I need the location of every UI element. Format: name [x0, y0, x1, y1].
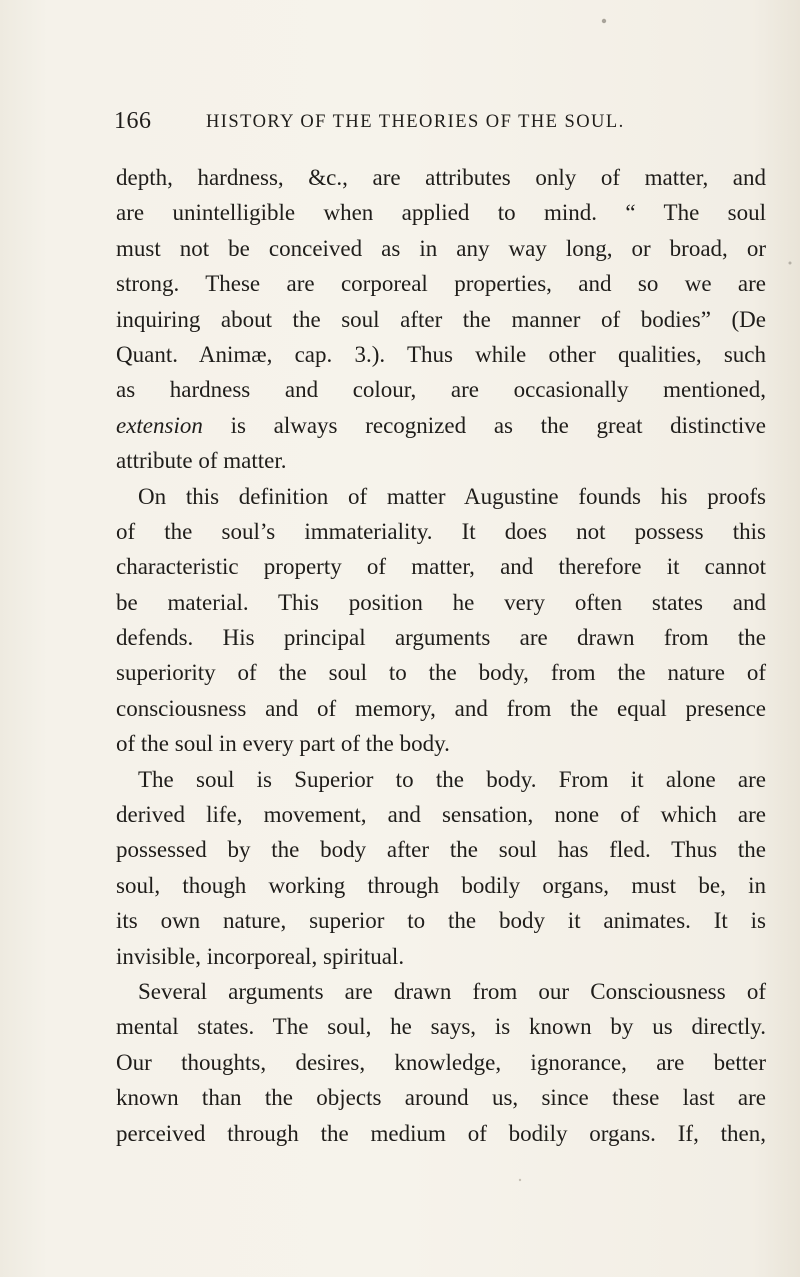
paragraph-first-line: The soul is Superior to the body. From it alone are [138, 766, 766, 792]
text-line: its own nature, superior to the body it animates. It is [116, 908, 766, 934]
page-header [114, 108, 744, 142]
text-line: defends. His principal arguments are drawn from the [116, 625, 766, 651]
paragraph-first-line: Several arguments are drawn from our Consciousness of [138, 978, 766, 1004]
text-line: invisible, incorporeal, spiritual. [116, 943, 405, 969]
text-line: derived life, movement, and sensation, none of which are [116, 802, 766, 828]
text-line: Our thoughts, desires, knowledge, ignorance, are better [116, 1049, 766, 1075]
text-line: must not be conceived as in any way long, or broad, or [116, 235, 766, 261]
text-line: of the soul in every part of the body. [116, 731, 450, 757]
text-line: attribute of matter. [116, 448, 287, 474]
text-line: are unintelligible when applied to mind. “ The soul [116, 200, 766, 226]
paper-speck [789, 262, 792, 265]
text-line: characteristic property of matter, and therefore it cannot [116, 554, 766, 580]
text-line: known than the objects around us, since these last are [116, 1085, 766, 1111]
text-line: be material. This position he very often states and [116, 589, 766, 615]
text-line: consciousness and of memory, and from the equal presence [116, 695, 766, 721]
text-line-with-italic [116, 408, 766, 443]
running-head: HISTORY OF THE THEORIES OF THE SOUL. [206, 112, 625, 132]
text-line: of the soul’s immateriality. It does not possess this [116, 518, 766, 544]
text-line: inquiring about the soul after the manner of bodies” (De [116, 306, 766, 332]
paper-speck [519, 1179, 521, 1181]
text-line: strong. These are corporeal properties, and so we are [116, 271, 766, 297]
text-line: as hardness and colour, are occasionally mentioned, [116, 377, 766, 403]
text-line: perceived through the medium of bodily organs. If, then, [116, 1120, 766, 1146]
italic-term: extension [116, 412, 203, 438]
text-line: mental states. The soul, he says, is known by us directly. [116, 1014, 766, 1040]
text-line: possessed by the body after the soul has fled. Thus the [116, 837, 766, 863]
paper-speck [602, 19, 606, 23]
text-line: Quant. Animæ, cap. 3.). Thus while other qualities, such [116, 341, 766, 367]
text-line: depth, hardness, &c., are attributes only of matter, and [116, 165, 766, 190]
paragraph-first-line: On this definition of matter Augustine founds his proofs [138, 483, 766, 509]
text-line: superiority of the soul to the body, from the nature of [116, 660, 766, 686]
text-line: soul, though working through bodily organs, must be, in [116, 872, 766, 898]
page-number: 166 [114, 108, 152, 134]
text-line-remainder: is always recognized as the great distinctive [230, 412, 766, 438]
body-text [116, 160, 766, 1151]
